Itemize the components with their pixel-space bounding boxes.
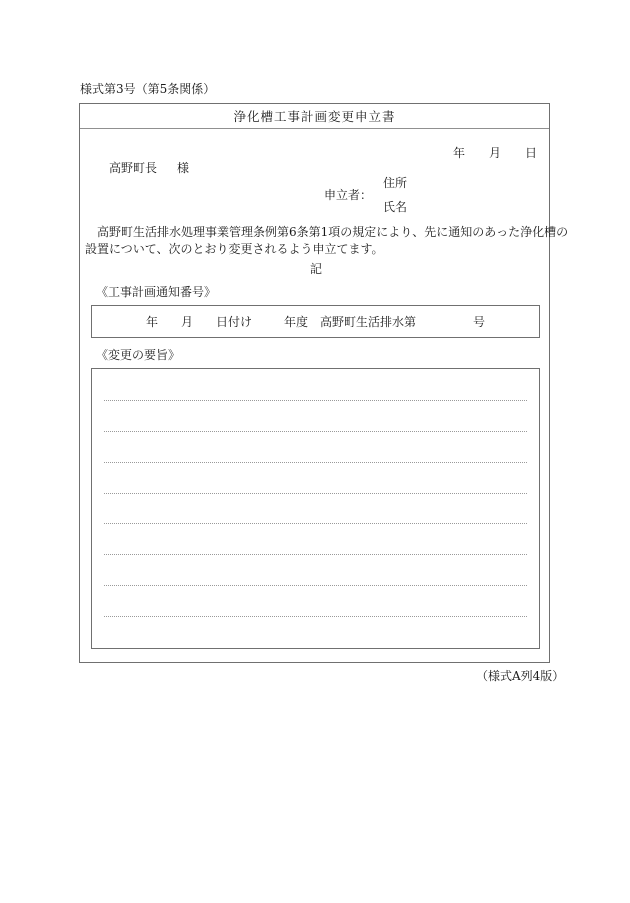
- change-summary-box[interactable]: [91, 368, 540, 649]
- notice-month-label: 月: [181, 315, 194, 329]
- name-label: 氏名: [383, 200, 408, 214]
- notice-section-heading: 《工事計画通知番号》: [96, 285, 217, 299]
- writing-line: [104, 431, 527, 432]
- body-text-line-2: 設置について、次のとおり変更されるよう申立てます。: [85, 242, 384, 256]
- form-number: 様式第3号（第5条関係）: [80, 82, 216, 96]
- writing-line: [104, 493, 527, 494]
- writing-line: [104, 462, 527, 463]
- addressee-name: 高野町長: [109, 161, 158, 175]
- date-month-label: 月: [489, 146, 502, 160]
- writing-line: [104, 523, 527, 524]
- writing-line: [104, 585, 527, 586]
- application-form: [79, 103, 569, 663]
- addressee-honorific: 様: [177, 161, 190, 175]
- address-label: 住所: [383, 176, 408, 190]
- form-title: 浄化槽工事計画変更申立書: [233, 109, 396, 124]
- notice-number-label: 号: [473, 315, 486, 329]
- writing-line: [104, 616, 527, 617]
- title-row: [80, 104, 549, 129]
- ki-heading: 記: [310, 262, 323, 276]
- date-year-label: 年: [453, 146, 466, 160]
- body-text-line-1: 高野町生活排水処理事業管理条例第6条第1項の規定により、先に通知のあった浄化槽の: [97, 225, 569, 239]
- applicant-label: 申立者：: [324, 188, 373, 202]
- writing-line: [104, 554, 527, 555]
- summary-section-heading: 《変更の要旨》: [96, 348, 181, 362]
- date-day-label: 日: [525, 146, 538, 160]
- notice-issuer: 高野町生活排水第: [320, 315, 417, 329]
- notice-fiscal-year-label: 年度: [284, 315, 309, 329]
- writing-line: [104, 400, 527, 401]
- notice-number-box: [91, 305, 540, 338]
- paper-size-note: （様式A列4版）: [476, 669, 565, 683]
- notice-day-label: 日付け: [216, 315, 253, 329]
- notice-year-label: 年: [146, 315, 159, 329]
